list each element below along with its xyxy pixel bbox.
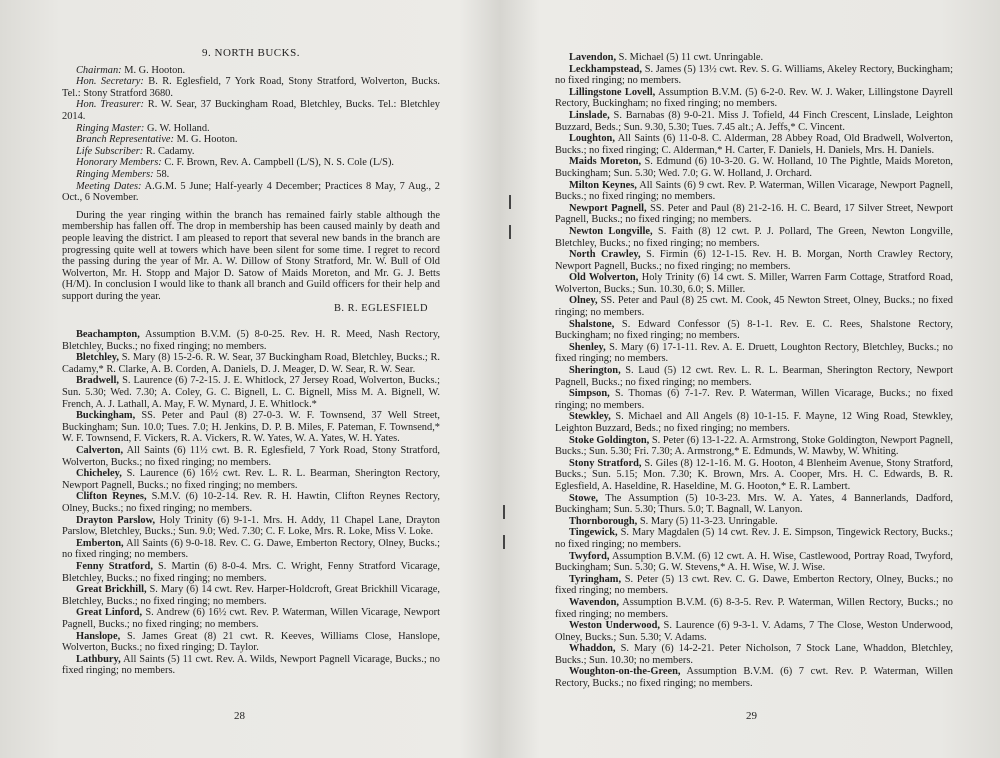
tower-name: Milton Keynes,: [569, 179, 637, 191]
tower-entry: [555, 342, 953, 365]
tower-name: Wavendon,: [569, 596, 619, 608]
tower-entry: [62, 491, 440, 514]
tower-name: Tingewick,: [569, 527, 618, 539]
tower-details: S. Laurence (6) 7-2-15. J. E. Whitlock, 27 Jersey Road, Wolverton, Bucks.; Sun. 5.30; Wed. 7.30; A. Coley, G. C. Bignell, L. C. Bignell, Miss M. A. Bignell, W. French, A. J. Lathall, A. May, F. W. Mynard, J. E. Whitlock.*: [62, 375, 440, 410]
tower-name: Sherington,: [569, 365, 621, 377]
tower-details: Holy Trinity (6) 14 cwt. S. Miller, Warren Farm Cottage, Stratford Road, Wolverton, Bucks.; Sun. 10.30, 6.0; S. Miller.: [555, 272, 953, 295]
officer-role: Meeting Dates:: [76, 180, 142, 192]
gutter-mark: [509, 225, 511, 239]
tower-entry: [62, 538, 440, 561]
tower-name: Chicheley,: [76, 468, 122, 480]
tower-details: S. Andrew (6) 16½ cwt. Rev. P. Waterman, Willen Vicarage, Newport Pagnell, Bucks.; no fixed ringing; no members.: [62, 607, 440, 630]
gutter-mark: [503, 535, 505, 549]
tower-entry: [62, 561, 440, 584]
tower-details: SS. Peter and Paul (8) 27-0-3. W. F. Townsend, 37 Well Street, Buckingham; Sun. 10.0; Tues. 7.0; H. Jenkins, D. P. B. Miles, F. Pateman, F. Townsend,* W. F. Townsend, F. Vickers, R. A. Vickers, R. W. Yates, W. A. Yates, W. H. Yates.: [62, 410, 440, 445]
tower-name: Beachampton,: [76, 329, 140, 341]
tower-entry: [555, 435, 953, 458]
tower-details: S. Edmund (6) 10-3-20. G. W. Holland, 10 The Pightle, Maids Moreton, Buckingham; Sun. 5.30; Wed. 7.0; G. W. Holland, J. Orchard.: [555, 156, 953, 179]
tower-entry: [555, 527, 953, 550]
tower-entry: [62, 584, 440, 607]
tower-entry: [555, 203, 953, 226]
tower-entry: [555, 493, 953, 516]
tower-entry: [555, 133, 953, 156]
tower-details: All Saints (6) 11-0-8. C. Alderman, 28 Abbey Road, Old Bradwell, Wolverton, Bucks.; no fixed ringing; C. Alderman,* H. Carter, F. Daniels, H. Daniels, Mrs. H. Daniels.: [555, 133, 953, 156]
officer-role: Hon. Treasurer:: [76, 99, 144, 111]
tower-details: S. Mary (5) 11-3-23. Unringable.: [639, 515, 778, 527]
tower-details: Assumption B.V.M. (6) 7 cwt. Rev. P. Waterman, Willen Rectory, Bucks.; no fixed ringing; no members.: [555, 666, 953, 690]
tower-details: Assumption B.V.M. (5) 8-0-25. Rev. H. R. Meed, Nash Rectory, Bletchley, Bucks.; no fixed ringing; no members.: [62, 329, 440, 352]
tower-details: S. Mary Magdalen (5) 14 cwt. Rev. J. E. Simpson, Tingewick Rectory, Bucks.; no fixed ringing; no members.: [555, 527, 953, 550]
tower-name: Thornborough,: [569, 515, 638, 527]
tower-name: Emberton,: [76, 537, 124, 549]
tower-entry: [555, 411, 953, 434]
tower-name: Hanslope,: [76, 630, 121, 642]
tower-name: Twyford,: [569, 550, 610, 562]
tower-details: Assumption B.V.M. (6) 8-3-5. Rev. P. Waterman, Willen Rectory, Bucks.; no fixed ringing; no members.: [555, 596, 953, 620]
tower-entry: [555, 458, 953, 493]
tower-details: S. Laurence (6) 9-3-1. V. Adams, 7 The Close, Weston Underwood, Olney, Bucks.; Sun. 5.30; V. Adams.: [555, 620, 953, 643]
tower-entry: [555, 365, 953, 388]
tower-details: S. Peter (6) 13-1-22. A. Armstrong, Stoke Goldington, Newport Pagnell, Bucks.; Sun. 5.30; Fri. 7.30; A. Armstrong,* E. Edmunds, W. Mawby, W. Whiting.: [555, 434, 953, 458]
tower-name: Simpson,: [569, 388, 610, 400]
tower-name: Stoke Goldington,: [569, 434, 650, 446]
tower-name: Weston Underwood,: [569, 620, 660, 632]
officer-value: B. R. Eglesfield, 7 York Road, Stony Stratford, Wolverton, Bucks. Tel.: Stony Stratford 3680.: [62, 76, 440, 99]
tower-name: Linslade,: [569, 109, 610, 121]
tower-details: S. Laurence (6) 16½ cwt. Rev. L. R. L. Bearman, Sherington Rectory, Newport Pagnell, Bucks.; no fixed ringing; no members.: [62, 468, 440, 491]
tower-entry: [555, 516, 953, 528]
tower-entry: [555, 574, 953, 597]
officer-line: [62, 181, 440, 204]
tower-details: S. Michael (5) 11 cwt. Unringable.: [618, 52, 764, 63]
officer-value: G. W. Holland.: [147, 122, 210, 134]
tower-details: S. Michael and All Angels (8) 10-1-15. F. Mayne, 12 Wing Road, Stewkley, Leighton Buzzard, Beds.; no fixed ringing; no members.: [555, 411, 953, 434]
tower-name: Calverton,: [76, 445, 124, 456]
officer-value: M. G. Hooton.: [124, 64, 186, 76]
tower-entry: [62, 352, 440, 375]
tower-entry: [555, 388, 953, 411]
gutter-mark: [509, 195, 511, 209]
tower-name: Newport Pagnell,: [569, 202, 647, 214]
officer-line: [62, 134, 440, 146]
tower-name: Leckhampstead,: [569, 63, 643, 75]
tower-name: Newton Longville,: [569, 225, 653, 237]
tower-name: Loughton,: [569, 133, 615, 145]
tower-details: S. Edward Confessor (5) 8-1-1. Rev. E. C. Rees, Shalstone Rectory, Buckingham; no fixed ringing; no members.: [555, 318, 953, 342]
tower-entry: [62, 631, 440, 654]
tower-name: Lavendon,: [569, 52, 617, 63]
tower-details: All Saints (5) 11 cwt. Rev. A. Wilds, Newport Pagnell Vicarage, Bucks.; no fixed ringing; no members.: [62, 653, 441, 677]
tower-name: Stowe,: [569, 492, 599, 504]
officer-line: [62, 157, 440, 169]
tower-details: All Saints (6) 11½ cwt. B. R. Eglesfield, 7 York Road, Stony Stratford, Wolverton, Bucks.; no fixed ringing; no members.: [62, 445, 440, 468]
tower-name: Great Brickhill,: [76, 584, 147, 596]
tower-details: S. Thomas (6) 7-1-7. Rev. P. Waterman, Willen Vicarage, Bucks.; no fixed ringing; no members.: [555, 388, 953, 411]
gutter-mark: [503, 505, 505, 519]
tower-entry: [555, 666, 953, 689]
tower-name: Stewkley,: [569, 411, 611, 423]
right-column: [555, 52, 953, 690]
tower-name: Shenley,: [569, 341, 606, 353]
tower-details: SS. Peter and Paul (8) 21-2-16. H. C. Beard, 17 Silver Street, Newport Pagnell, Bucks.; no fixed ringing; no members.: [555, 202, 954, 226]
right-page: [500, 0, 1000, 758]
tower-details: S. Peter (5) 13 cwt. Rev. C. G. Dawe, Emberton Rectory, Olney, Bucks.; no fixed ringing; no members.: [555, 573, 953, 597]
tower-details: Assumption B.V.M. (5) 6-2-0. Rev. W. J. Waker, Lillingstone Dayrell Rectory, Buckingham; no fixed ringing; no members.: [555, 86, 953, 110]
tower-name: Lathbury,: [76, 653, 121, 665]
tower-entry: [555, 295, 953, 318]
tower-details: S. Barnabas (8) 9-0-21. Miss J. Tofield, 44 Finch Crescent, Linslade, Leighton Buzzard, Beds.; Sun. 9.30, 5.30; Tues. 7.45 alt.; A. Jeffs,* C. Vincent.: [555, 109, 953, 133]
officer-value: R. Cadamy.: [145, 145, 195, 157]
tower-name: Clifton Reynes,: [76, 491, 147, 503]
tower-entry: [62, 468, 440, 491]
tower-details: The Assumption (5) 10-3-23. Mrs. W. A. Yates, 4 Bannerlands, Dadford, Buckingham; Sun. 5.30; Thurs. 5.0; T. Bagnall, W. Lanyon.: [555, 492, 953, 516]
tower-entry: [62, 375, 440, 410]
tower-entry: [62, 410, 440, 445]
officer-role: Branch Representative:: [76, 134, 175, 146]
tower-entry: [62, 445, 440, 468]
right-page-number: 29: [746, 710, 757, 722]
tower-entry: [555, 110, 953, 133]
officers-list: [62, 65, 440, 204]
officer-value: M. G. Hooton.: [176, 134, 238, 146]
officer-value: R. W. Sear, 37 Buckingham Road, Bletchley, Bucks. Tel.: Bletchley 2014.: [62, 99, 440, 122]
tower-entry: [555, 87, 953, 110]
officer-role: Life Subscriber:: [76, 145, 144, 157]
tower-details: S. Mary (8) 15-2-6. R. W. Sear, 37 Buckingham Road, Bletchley, Bucks.; R. Cadamy,* R. Clarke, A. B. Corden, A. Daniels, D. J. Meager, D. W. Sear, R. W. Sear.: [62, 352, 440, 375]
tower-details: S.M.V. (6) 10-2-14. Rev. R. H. Hawtin, Clifton Reynes Rectory, Olney, Bucks.; no fixed ringing; no members.: [62, 491, 440, 514]
officer-line: [62, 99, 440, 122]
tower-name: Olney,: [569, 295, 598, 307]
tower-name: Buckingham,: [76, 410, 136, 422]
officer-line: [62, 169, 440, 181]
officer-value: A.G.M. 5 June; Half-yearly 4 December; Practices 8 May, 7 Aug., 2 Oct., 6 November.: [62, 180, 440, 204]
tower-name: Shalstone,: [569, 318, 615, 330]
tower-details: All Saints (6) 9 cwt. Rev. P. Waterman, Willen Vicarage, Newport Pagnell, Bucks.; no fixed ringing; no members.: [555, 179, 953, 203]
tower-entry: [62, 654, 440, 677]
report-signature: B. R. EGLESFIELD: [333, 303, 428, 315]
tower-entry: [555, 52, 953, 64]
tower-details: S. Mary (6) 14 cwt. Rev. Harper-Holdcroft, Great Brickhill Vicarage, Bletchley, Bucks.; no fixed ringing; no members.: [62, 584, 440, 607]
left-column: [62, 48, 440, 677]
tower-entry: [555, 272, 953, 295]
officer-value: C. F. Brown, Rev. A. Campbell (L/S), N. S. Cole (L/S).: [164, 157, 395, 169]
tower-entry: [555, 551, 953, 574]
tower-name: Tyringham,: [569, 573, 622, 585]
officer-value: 58.: [156, 168, 170, 180]
tower-details: S. Martin (6) 8-0-4. Mrs. C. Wright, Fenny Stratford Vicarage, Bletchley, Bucks.; no fixed ringing; no members.: [62, 560, 440, 584]
tower-name: North Crawley,: [569, 249, 641, 261]
tower-name: Fenny Stratford,: [76, 560, 153, 572]
tower-entry: [62, 515, 440, 538]
tower-details: Holy Trinity (6) 9-1-1. Mrs. H. Addy, 11 Chapel Lane, Drayton Parslow, Bletchley, Bucks.; Sun. 9.0; Wed. 7.30; C. F. Loke, Mrs. R. Loke, Miss V. Loke.: [62, 514, 440, 538]
officer-role: Hon. Secretary:: [76, 76, 144, 88]
tower-details: S. Laud (5) 12 cwt. Rev. L. R. L. Bearman, Sherington Rectory, Newport Pagnell, Bucks.; no fixed ringing; no members.: [555, 365, 953, 388]
officer-line: [62, 146, 440, 158]
tower-details: S. Mary (6) 17-1-11. Rev. A. E. Druett, Loughton Rectory, Bletchley, Bucks.; no fixed ringing; no members.: [555, 341, 953, 365]
officer-line: [62, 123, 440, 135]
tower-entry: [555, 156, 953, 179]
tower-details: S. James (5) 13½ cwt. Rev. S. G. Williams, Akeley Rectory, Buckingham; no fixed ringing; no members.: [555, 63, 953, 87]
tower-details: S. James Great (8) 21 cwt. R. Keeves, Williams Close, Hanslope, Wolverton, Bucks.; no fixed ringing; D. Taylor.: [62, 630, 440, 654]
tower-details: S. Firmin (6) 12-1-15. Rev. H. B. Morgan, North Crawley Rectory, Newport Pagnell, Bucks.; no fixed ringing; no members.: [555, 249, 953, 272]
tower-entry: [62, 607, 440, 630]
right-tower-list: [555, 52, 953, 690]
officer-line: [62, 76, 440, 99]
tower-entry: [555, 180, 953, 203]
tower-entry: [555, 597, 953, 620]
tower-name: Woughton-on-the-Green,: [569, 666, 681, 678]
tower-name: Lillingstone Lovell,: [569, 86, 656, 98]
tower-details: Assumption B.V.M. (6) 12 cwt. A. H. Wise, Castlewood, Portray Road, Twyford, Buckingham; Sun. 5.30; G. W. Stevens,* A. H. Wise, W. J. Wise.: [555, 550, 954, 574]
branch-heading: 9. NORTH BUCKS.: [202, 47, 300, 59]
tower-name: Drayton Parslow,: [76, 514, 156, 526]
officer-role: Ringing Master:: [76, 122, 145, 134]
tower-name: Maids Moreton,: [569, 156, 642, 168]
officer-line: [62, 65, 440, 77]
tower-details: S. Giles (8) 12-1-16. M. G. Hooton, 4 Blenheim Avenue, Stony Stratford, Bucks.; Sun. 5.15; Mon. 7.30; K. Brown, Mrs. A. Cooper, Mrs. H. C. Edwards, B. R. Eglesfield, A. Haseldine, R. Haseldine, M. G. Hooton,* E. R. Lambert.: [555, 457, 954, 492]
tower-entry: [555, 249, 953, 272]
tower-entry: [555, 620, 953, 643]
tower-name: Bradwell,: [76, 375, 120, 387]
tower-details: S. Faith (8) 12 cwt. P. J. Pollard, The Green, Newton Longville, Bletchley, Bucks.; no fixed ringing; no members.: [555, 225, 953, 249]
officer-role: Honorary Members:: [76, 157, 162, 169]
tower-details: SS. Peter and Paul (8) 25 cwt. M. Cook, 45 Newton Street, Olney, Bucks.; no fixed ringing; no members.: [555, 295, 953, 319]
officer-role: Chairman:: [76, 64, 122, 76]
tower-name: Bletchley,: [76, 352, 119, 364]
tower-name: Old Wolverton,: [569, 272, 639, 284]
left-page-number: 28: [234, 710, 245, 722]
tower-name: Whaddon,: [569, 643, 616, 655]
branch-report: During the year ringing within the branch has remained fairly stable although the membership has fallen off. The drop in membership has been caused mainly by death and people leaving the district. I am pleased to report that several new bands in the branch are progressing quite well at towers which have been silent for some time. I regret to record the passing during the year of Mr. A. W. Dillow of Stony Stratford, Mr. W. Bull of Old Wolverton, Mr. H. Stopp and Major D. Satow of Maids Moreton, and Mr. G. J. Betts (H/M). In conclusion I would like to thank all branch and Guild officers for their help and support during the year.: [62, 209, 440, 302]
tower-entry: [555, 64, 953, 87]
left-tower-list: [62, 329, 440, 677]
tower-entry: [555, 226, 953, 249]
tower-entry: [555, 643, 953, 666]
tower-entry: [555, 319, 953, 342]
tower-entry: [62, 329, 440, 352]
tower-details: S. Mary (6) 14-2-21. Peter Nicholson, 7 Stock Lane, Whaddon, Bletchley, Bucks.; Sun. 10.30; no members.: [555, 643, 953, 666]
tower-details: All Saints (6) 9-0-18. Rev. C. G. Dawe, Emberton Rectory, Olney, Bucks.; no fixed ringing; no members.: [62, 537, 440, 561]
tower-name: Great Linford,: [76, 607, 143, 619]
officer-role: Ringing Members:: [76, 168, 154, 180]
tower-name: Stony Stratford,: [569, 457, 642, 469]
